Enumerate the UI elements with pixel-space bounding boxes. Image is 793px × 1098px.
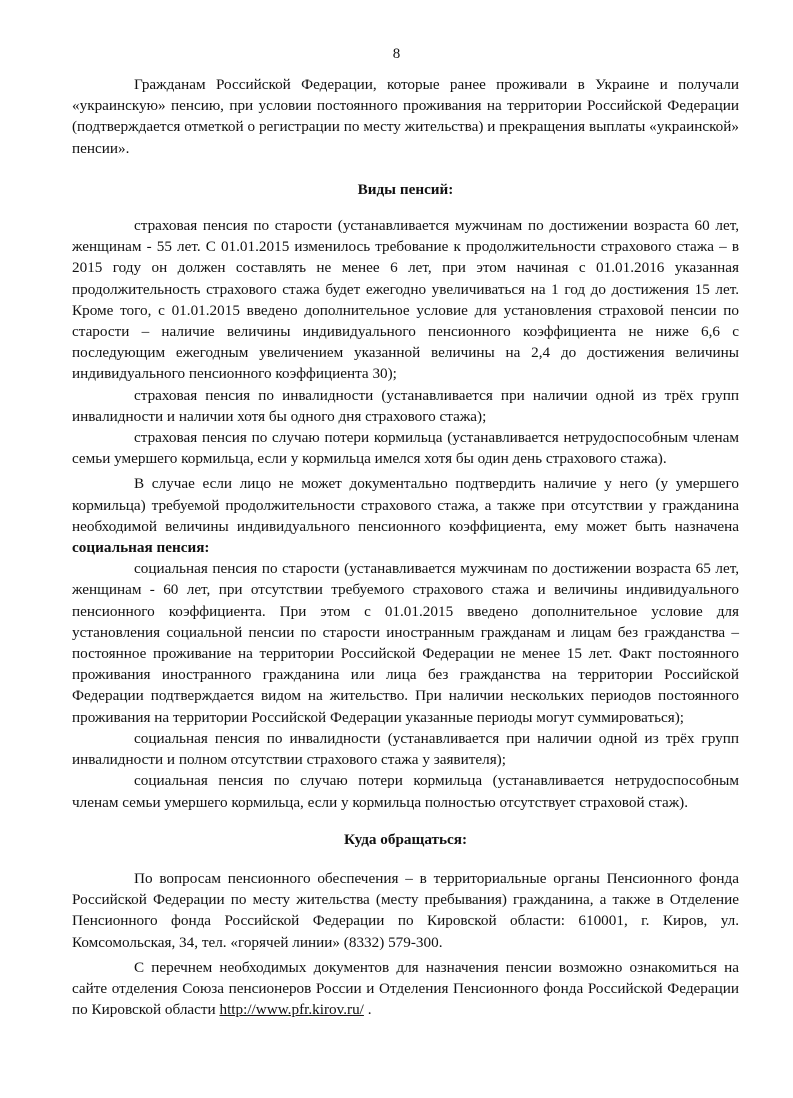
pfr-website-link[interactable]: http://www.pfr.kirov.ru/ xyxy=(219,1001,364,1019)
social-old-age-paragraph: социальная пенсия по старости (устанавливается мужчинам по достижении возраста 65 лет, женщинам - 60 лет, при отсутствии требуемого страхового стажа и величины индивидуального пенсионного коэффициента. При этом с 01.01.2015 введено дополнительное условие для установления социальной пенсии по старости иностранным гражданам и лицам без гражданства – постоянное проживание на территории Российской Федерации не менее 15 лет. Факт постоянного проживания иностранного гражданина или лица без гражданства на территории Российской Федерации подтверждается видом на жительство. При наличии нескольких периодов постоянного проживания на территории Российской Федерации указанные периоды могут суммироваться); xyxy=(72,560,739,726)
social-survivor-paragraph: социальная пенсия по случаю потери кормильца (устанавливается нетрудоспособным членам семьи умершего кормильца, если у кормильца полностью отсутствует страховой стаж). xyxy=(72,772,739,811)
insurance-survivor-paragraph: страховая пенсия по случаю потери кормильца (устанавливается нетрудоспособным членам семьи умершего кормильца, если у кормильца имелся хотя бы один день страхового стажа). xyxy=(72,429,739,468)
page-number: 8 xyxy=(392,46,401,62)
insurance-disability-paragraph: страховая пенсия по инвалидности (устанавливается при наличии одной из трёх групп инвалидности и наличии хотя бы одного дня страхового стажа); xyxy=(72,386,739,425)
social-intro-paragraph xyxy=(72,473,739,558)
documents-end: . xyxy=(363,1001,372,1019)
documents-text: С перечнем необходимых документов для назначения пенсии возможно ознакомиться на сайте отделения Союза пенсионеров России и Отделения Пенсионного фонда Российской Федерации по Кировской области xyxy=(72,958,739,1019)
intro-paragraph: Гражданам Российской Федерации, которые ранее проживали в Украине и получали «украинскую» пенсию, при условии постоянного проживания на территории Российской Федерации (подтверждается отметкой о регистрации по месту жительства) и прекращения выплаты «украинской» пенсии». xyxy=(72,76,739,157)
social-pension-bold: социальная пенсия: xyxy=(72,539,210,557)
documents-paragraph xyxy=(72,957,739,1021)
where-to-apply-heading: Куда обращаться: xyxy=(343,830,468,848)
insurance-old-age-paragraph: страховая пенсия по старости (устанавливается мужчинам по достижении возраста 60 лет, женщинам - 55 лет. С 01.01.2015 изменилось требование к продолжительности страхового стажа – в 2015 году он должен составлять не менее 6 лет, при этом начиная с 01.01.2016 указанная продолжительность страхового стажа будет ежегодно увеличиваться на 1 год до достижения 15 лет. Кроме того, с 01.01.2015 введено дополнительное условие для установления страховой пенсии по старости – наличие величины индивидуального пенсионного коэффициента не ниже 6,6 с последующим ежегодным увеличением указанной величины на 2,4 до достижения величины индивидуального пенсионного коэффициента 30); xyxy=(72,217,739,383)
document-body xyxy=(72,74,739,1020)
social-intro-text: В случае если лицо не может документально подтвердить наличие у него (у умершего кормильца) требуемой продолжительности страхового стажа, а также при отсутствии у гражданина необходимой величины индивидуального пенсионного коэффициента, ему может быть назначена xyxy=(72,475,739,535)
contact-paragraph: По вопросам пенсионного обеспечения – в территориальные органы Пенсионного фонда Российской Федерации по месту жительства (месту пребывания) гражданина, а также в Отделение Пенсионного фонда Российской Федерации по Кировской области: 610001, г. Киров, ул. Комсомольская, 34, тел. «горячей линии» (8332) 579-300. xyxy=(72,869,739,951)
social-disability-paragraph: социальная пенсия по инвалидности (устанавливается при наличии одной из трёх групп инвалидности и полном отсутствии страхового стажа у заявителя); xyxy=(72,729,739,769)
pension-types-heading: Виды пенсий: xyxy=(357,180,454,198)
